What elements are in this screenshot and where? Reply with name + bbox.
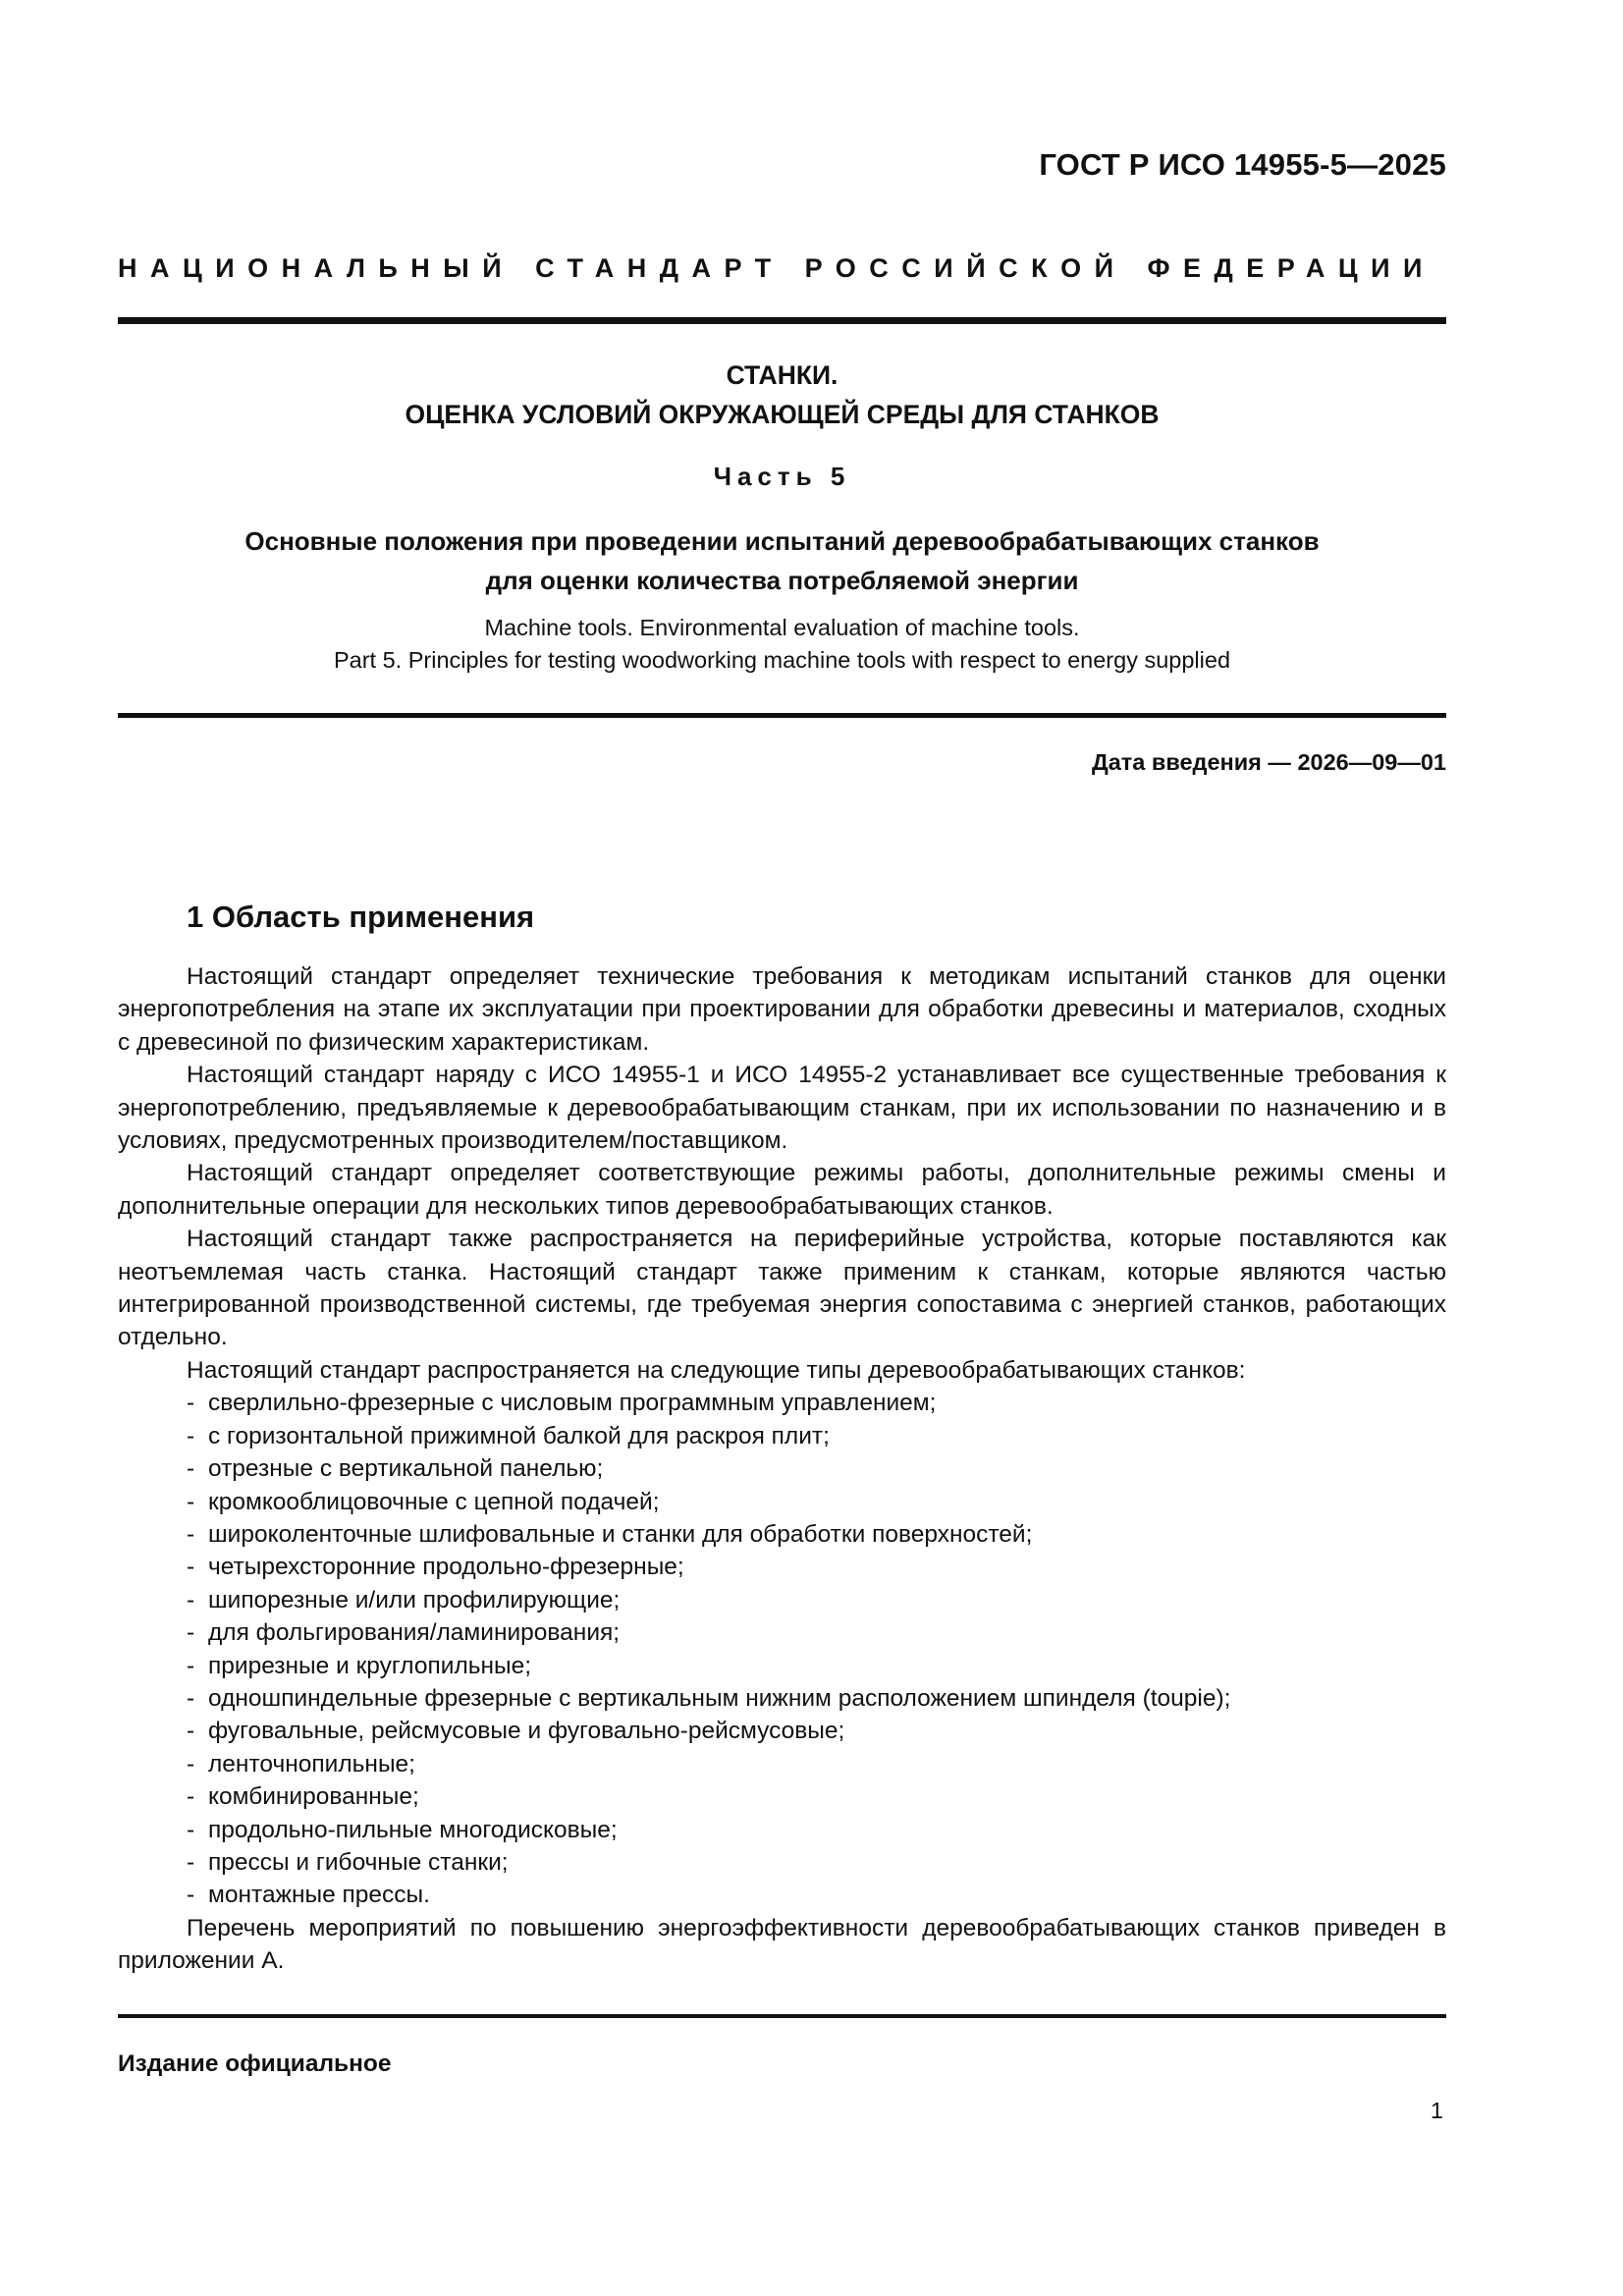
list-item-text: шипорезные и/или профилирующие; (208, 1586, 621, 1613)
list-bullet: - (187, 1390, 195, 1417)
list-item-text: прессы и гибочные станки; (208, 1848, 509, 1876)
list-item (187, 1420, 1446, 1452)
paragraph: Настоящий стандарт распространяется на следующие типы деревообрабатывающих станков: (187, 1356, 1246, 1384)
list-bullet: - (187, 1586, 195, 1613)
list-bullet: - (187, 1488, 195, 1515)
list-bullet: - (187, 1783, 195, 1811)
list-item (187, 1814, 1446, 1846)
list-item (187, 1682, 1446, 1715)
list-bullet: - (187, 1816, 195, 1843)
list-bullet: - (187, 1882, 195, 1909)
english-title (118, 612, 1446, 677)
list-item-text: с горизонтальной прижимной балкой для раскроя плит; (208, 1422, 830, 1449)
list-bullet: - (187, 1619, 195, 1647)
list-item-text: монтажные прессы. (208, 1882, 430, 1909)
list-bullet: - (187, 1455, 195, 1483)
list-item (187, 1650, 1446, 1682)
list-item-text: для фольгирования/ламинирования; (208, 1619, 621, 1647)
part-label: Часть 5 (713, 462, 851, 491)
list-item-text: ленточнопильные; (208, 1750, 415, 1777)
machine-types-list (118, 1387, 1446, 1912)
list-item-text: фуговальные, рейсмусовые и фуговально-рейсмусовые; (208, 1718, 845, 1745)
paragraph: Настоящий стандарт также распространяется на периферийные устройства, которые поставляются как неотъемлемая часть станка. Настоящий стандарт также применим к станкам, которые являются частью интегрированной производственной системы, где требуемая энергия сопоставима с энергией станков, работающих отдельно. (118, 1226, 1446, 1351)
list-item (187, 1879, 1446, 1911)
subtitle-line-2: для оценки количества потребляемой энергии (485, 566, 1079, 595)
standard-number: ГОСТ Р ИСО 14955-5—2025 (1039, 147, 1446, 182)
list-bullet: - (187, 1848, 195, 1876)
title-line-2: ОЦЕНКА УСЛОВИЙ ОКРУЖАЮЩЕЙ СРЕДЫ ДЛЯ СТАНКОВ (405, 400, 1160, 429)
list-item (187, 1616, 1446, 1649)
list-item (187, 1486, 1446, 1518)
list-item (187, 1846, 1446, 1879)
title-divider (118, 713, 1446, 718)
list-bullet: - (187, 1652, 195, 1679)
list-bullet: - (187, 1520, 195, 1548)
paragraph: Настоящий стандарт наряду с ИСО 14955-1 и ИСО 14955-2 устанавливает все существенные требования к энергопотреблению, предъявляемые к деревообрабатывающим станкам, при их использовании по назначению и в условиях, предусмотренных производителем/поставщиком. (118, 1062, 1446, 1155)
list-item (187, 1780, 1446, 1813)
title-block (118, 355, 1446, 600)
list-item (187, 1584, 1446, 1616)
subtitle-block (118, 521, 1446, 600)
footer-divider (118, 2014, 1446, 2018)
paragraph: Настоящий стандарт определяет соответствующие режимы работы, дополнительные режимы смены и дополнительные операции для нескольких типов деревообрабатывающих станков. (118, 1160, 1446, 1220)
list-bullet: - (187, 1750, 195, 1777)
introduction-date: Дата введения — 2026—09—01 (1091, 749, 1446, 775)
english-title-line-2: Part 5. Principles for testing woodworking machine tools with respect to energy supplied (333, 647, 1231, 673)
list-item-text: продольно-пильные многодисковые; (208, 1816, 618, 1843)
final-paragraph: Перечень мероприятий по повышению энергоэффективности деревообрабатывающих станков приведен в приложении А. (118, 1914, 1446, 1975)
list-item-text: кромкооблицовочные с цепной подачей; (208, 1488, 660, 1515)
list-item-text: одношпиндельные фрезерные с вертикальным нижним расположением шпинделя (toupie); (208, 1684, 1231, 1712)
list-item (187, 1748, 1446, 1780)
list-item-text: сверлильно-фрезерные с числовым программным управлением; (208, 1390, 937, 1417)
list-bullet: - (187, 1422, 195, 1449)
list-bullet: - (187, 1718, 195, 1745)
header-divider (118, 317, 1446, 324)
english-title-line-1: Machine tools. Environmental evaluation of machine tools. (484, 615, 1080, 640)
list-bullet: - (187, 1554, 195, 1581)
list-item-text: отрезные с вертикальной панелью; (208, 1455, 604, 1483)
list-item-text: широколенточные шлифовальные и станки для обработки поверхностей; (208, 1520, 1033, 1548)
paragraph: Настоящий стандарт определяет технические требования к методикам испытаний станков для оценки энергопотребления на этапе их эксплуатации при проектировании для обработки древесины и материалов, сходных с древесиной по физическим характеристикам. (118, 963, 1446, 1056)
section-heading: 1 Область применения (187, 900, 535, 934)
list-bullet: - (187, 1684, 195, 1712)
list-item (187, 1452, 1446, 1485)
list-item-text: четырехсторонние продольно-фрезерные; (208, 1554, 684, 1581)
edition-label: Издание официальное (118, 2050, 392, 2077)
list-item (187, 1518, 1446, 1551)
subtitle-line-1: Основные положения при проведении испытаний деревообрабатывающих станков (244, 526, 1320, 556)
list-item-text: комбинированные; (208, 1783, 419, 1811)
national-standard-caption: НАЦИОНАЛЬНЫЙ СТАНДАРТ РОССИЙСКОЙ ФЕДЕРАЦИИ (118, 253, 1435, 283)
section-body (118, 960, 1446, 1978)
title-line-1: СТАНКИ. (726, 360, 839, 390)
list-item-text: прирезные и круглопильные; (208, 1652, 532, 1679)
page-number: 1 (1430, 2098, 1443, 2123)
list-item (187, 1715, 1446, 1747)
list-item (187, 1387, 1446, 1419)
list-item (187, 1551, 1446, 1583)
